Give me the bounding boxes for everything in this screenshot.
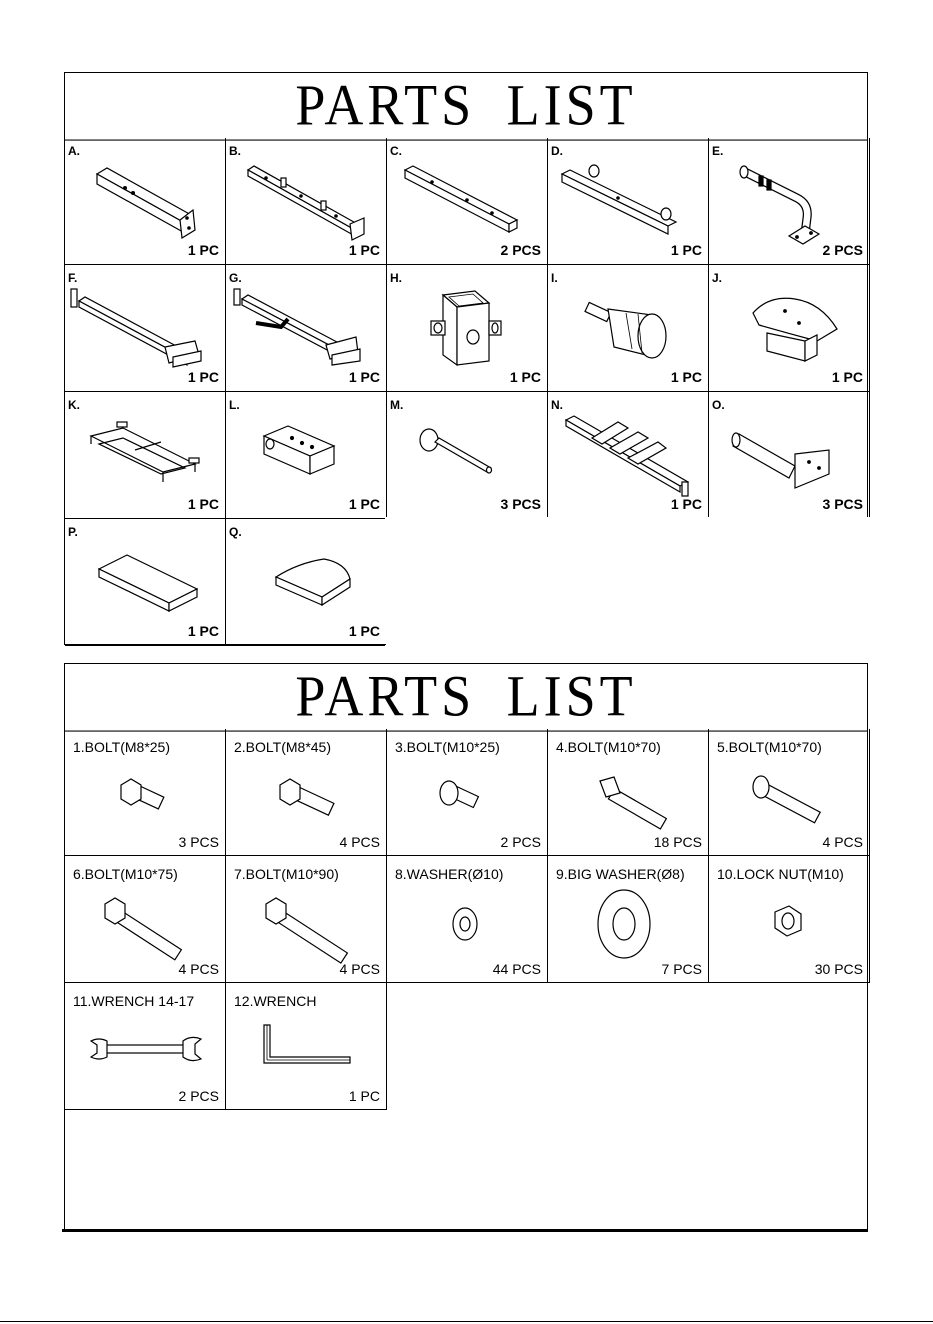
- hardware-label: 9.BIG WASHER(Ø8): [556, 866, 685, 882]
- part-label: H.: [390, 271, 402, 285]
- part-quantity: 2 PCS: [500, 242, 541, 258]
- hardware-item-8: [387, 856, 548, 983]
- part-label: B.: [229, 144, 241, 158]
- part-a: [65, 138, 226, 265]
- part-quantity: 3 PCS: [500, 496, 541, 512]
- part-quantity: 1 PC: [670, 242, 702, 258]
- part-quantity: 1 PC: [348, 623, 380, 639]
- part-label: Q.: [229, 525, 242, 539]
- hardware-item-2: [226, 729, 387, 856]
- hardware-label: 10.LOCK NUT(M10): [717, 866, 844, 882]
- part-quantity: 1 PC: [670, 496, 702, 512]
- part-label: A.: [68, 144, 80, 158]
- part-label: L.: [229, 398, 240, 412]
- hardware-item-1: [65, 729, 226, 856]
- hardware-item-10: [709, 856, 870, 983]
- hardware-label: 2.BOLT(M8*45): [234, 739, 331, 755]
- part-quantity: 1 PC: [348, 369, 380, 385]
- hardware-panel-bottom-rule: [62, 1229, 868, 1232]
- part-quantity: 1 PC: [831, 369, 863, 385]
- part-l: [226, 392, 387, 519]
- blank-area: [385, 517, 870, 647]
- hardware-label: 11.WRENCH 14-17: [73, 993, 195, 1009]
- part-j: [709, 265, 870, 392]
- hardware-item-7: [226, 856, 387, 983]
- part-p: [65, 519, 226, 646]
- hardware-item-5: [709, 729, 870, 856]
- part-label: G.: [229, 271, 242, 285]
- hardware-quantity: 4 PCS: [339, 834, 380, 850]
- hardware-list-panel: [64, 663, 868, 1231]
- part-quantity: 1 PC: [348, 496, 380, 512]
- part-quantity: 3 PCS: [822, 496, 863, 512]
- hardware-item-6: [65, 856, 226, 983]
- part-label: M.: [390, 398, 404, 412]
- hardware-quantity: 44 PCS: [492, 961, 541, 977]
- part-label: P.: [68, 525, 78, 539]
- part-quantity: 1 PC: [509, 369, 541, 385]
- hardware-quantity: 7 PCS: [661, 961, 702, 977]
- hardware-item-4: [548, 729, 709, 856]
- hardware-list-title: PARTS LIST: [65, 661, 867, 731]
- parts-list-title: PARTS LIST: [65, 70, 867, 140]
- part-f: [65, 265, 226, 392]
- part-quantity: 1 PC: [187, 623, 219, 639]
- part-c: [387, 138, 548, 265]
- part-label: K.: [68, 398, 80, 412]
- hardware-item-11: [65, 983, 226, 1110]
- part-label: O.: [712, 398, 725, 412]
- part-k: [65, 392, 226, 519]
- part-label: E.: [712, 144, 724, 158]
- part-quantity: 1 PC: [187, 242, 219, 258]
- part-n: [548, 392, 709, 519]
- panel-bottom-rule: [64, 644, 386, 645]
- hardware-label: 7.BOLT(M10*90): [234, 866, 339, 882]
- hardware-quantity: 4 PCS: [178, 961, 219, 977]
- part-label: N.: [551, 398, 563, 412]
- part-label: F.: [68, 271, 78, 285]
- part-quantity: 1 PC: [187, 369, 219, 385]
- hardware-label: 5.BOLT(M10*70): [717, 739, 822, 755]
- part-label: J.: [712, 271, 723, 285]
- panel-left-rule: [64, 136, 65, 645]
- hardware-label: 8.WASHER(Ø10): [395, 866, 504, 882]
- part-label: D.: [551, 144, 563, 158]
- hardware-label: 3.BOLT(M10*25): [395, 739, 500, 755]
- hardware-quantity: 1 PC: [348, 1088, 380, 1104]
- hardware-label: 6.BOLT(M10*75): [73, 866, 178, 882]
- part-q: [226, 519, 387, 646]
- part-h: [387, 265, 548, 392]
- hardware-quantity: 30 PCS: [814, 961, 863, 977]
- hardware-quantity: 4 PCS: [339, 961, 380, 977]
- hardware-label: 12.WRENCH: [234, 993, 317, 1009]
- part-m: [387, 392, 548, 519]
- part-g: [226, 265, 387, 392]
- hardware-quantity: 4 PCS: [822, 834, 863, 850]
- part-quantity: 1 PC: [670, 369, 702, 385]
- part-quantity: 1 PC: [348, 242, 380, 258]
- part-i: [548, 265, 709, 392]
- hardware-label: 4.BOLT(M10*70): [556, 739, 661, 755]
- part-label: C.: [390, 144, 402, 158]
- part-quantity: 1 PC: [187, 496, 219, 512]
- part-e: [709, 138, 870, 265]
- hardware-item-12: [226, 983, 387, 1110]
- part-quantity: 2 PCS: [822, 242, 863, 258]
- page-bottom-rule: [0, 1321, 933, 1322]
- hardware-quantity: 3 PCS: [178, 834, 219, 850]
- part-o: [709, 392, 870, 519]
- hardware-quantity: 2 PCS: [178, 1088, 219, 1104]
- hardware-quantity: 18 PCS: [653, 834, 702, 850]
- part-label: I.: [551, 271, 558, 285]
- hardware-quantity: 2 PCS: [500, 834, 541, 850]
- part-d: [548, 138, 709, 265]
- hardware-item-9: [548, 856, 709, 983]
- hardware-label: 1.BOLT(M8*25): [73, 739, 170, 755]
- hardware-item-3: [387, 729, 548, 856]
- part-b: [226, 138, 387, 265]
